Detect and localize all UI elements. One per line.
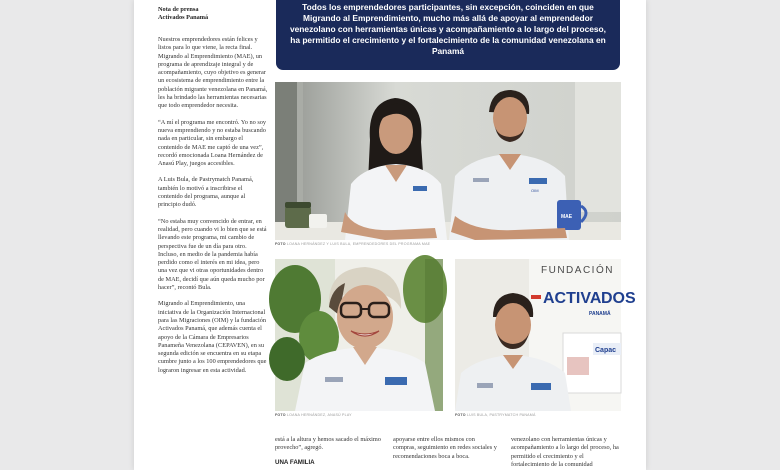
photo-two-entrepreneurs — [275, 82, 621, 240]
bottom-col3-text: venezolano con herramientas únicas y acompañamiento a lo largo del proceso, ha permitido el crecimiento y el fortalecimiento de la comunidad — [511, 436, 619, 468]
photo-caption-main: FOTO LOANA HERNÁNDEZ Y LUIS BULA, EMPRENDEDORES DEL PROGRAMA MAE — [275, 242, 431, 246]
paragraph: A Luis Bula, de Pastrymatch Panamá, también lo motivó a inscribirse el contenido del programa, aunque al principio dudó. — [158, 176, 254, 209]
pull-quote-text: Todos los emprendedores participantes, sin excepción, coinciden en que Migrando al Emprendimiento, mucho más allá de apoyar al emprendedor venezolano con herramientas únicas y acompañamiento a lo largo del proceso, ha permitido el crecimiento y el fortalecimiento de la comunidad venezolana en Panamá — [289, 2, 607, 57]
photo-entrepreneur-woman-illustration — [275, 259, 443, 411]
kicker-line-2: Activados Panamá — [158, 14, 209, 21]
document-page — [134, 0, 646, 470]
paragraph: Migrando al Emprendimiento, una iniciativa de la Organización Internacional para las Migraciones (OIM) y la fundación Activados Panamá, que además cuenta el apoyo de la Cámara de Empresarios Panameña Venezolana (CEPAVEN), en su segunda edición se encuentra en su etapa cumbre junto a los 100 emprendedores que lograron ingresar en esta actividad. — [158, 300, 267, 374]
photo-entrepreneur-man — [455, 259, 636, 411]
photo-two-entrepreneurs-illustration — [275, 82, 621, 240]
photo-entrepreneur-woman — [275, 259, 443, 411]
paragraph: “A mí el programa me encontró. Yo no soy nueva emprendiendo y no estaba buscando nada en particular, sin embargo el contenido de MAE me captó de una vez”, recordó emocionada Loana Hernández de Anasú Play, juegos accesibles. — [158, 118, 267, 168]
bottom-column-2 — [393, 436, 497, 461]
photo-caption-left: FOTO LOANA HERNÁNDEZ, ANASÚ PLAY — [275, 413, 352, 417]
sign-brand-end: DOS — [601, 290, 636, 307]
sign-brand: ACTIVA — [543, 290, 602, 307]
photo-entrepreneur-man-illustration — [455, 259, 636, 411]
bottom-column-1 — [275, 436, 381, 467]
photo-caption-right: FOTO LUIS BULA, PASTRYMATCH PANAMÁ — [455, 413, 536, 417]
subhead-una-familia: UNA FAMILIA — [275, 458, 315, 466]
bottom-column-3 — [511, 436, 621, 469]
sign-fundacion: FUNDACIÓN — [541, 265, 614, 276]
bottom-col2-text: apoyarse entre ellos mismos con compras, seguimiento en redes sociales y recomendaciones boca a boca. — [393, 436, 497, 460]
shirt-logo-text: OIM — [531, 188, 539, 193]
mug-text: MAE — [561, 214, 573, 220]
paragraph: “No estaba muy convencido de entrar, en realidad, pero cuando vi lo bien que se está llevando este programa, mi cambio de perspectiva fue de un día para otro. Incluso, en medio de la pandemia había perdido como el interés en mi idea, pero una vez que vi otras oportunidades dentro de MAE, decidí que aún queda mucho por hacer”, recontó Bula. — [158, 217, 267, 292]
paragraph: Nuestros emprendedores están felices y listos para lo que viene, la recta final. Migrando al Emprendimiento (MAE), un programa de aprendizaje integral y de acompañamiento, cuyo objetivo es generar un ecosistema de emprendimiento entre la población migrante venezolana en Panamá, les ha brindado las herramientas necesarias que todo emprendedor necesita. — [158, 36, 268, 110]
pull-quote-banner — [276, 0, 620, 70]
kicker-line-1: Nota de prensa — [158, 6, 199, 13]
sign-sub: PANAMÁ — [589, 311, 611, 317]
board-text: Capac — [595, 347, 617, 354]
bottom-col1-text: está a la altura y hemos sacado el máximo provecho”, agregó. — [275, 436, 381, 452]
article-column — [158, 6, 268, 383]
